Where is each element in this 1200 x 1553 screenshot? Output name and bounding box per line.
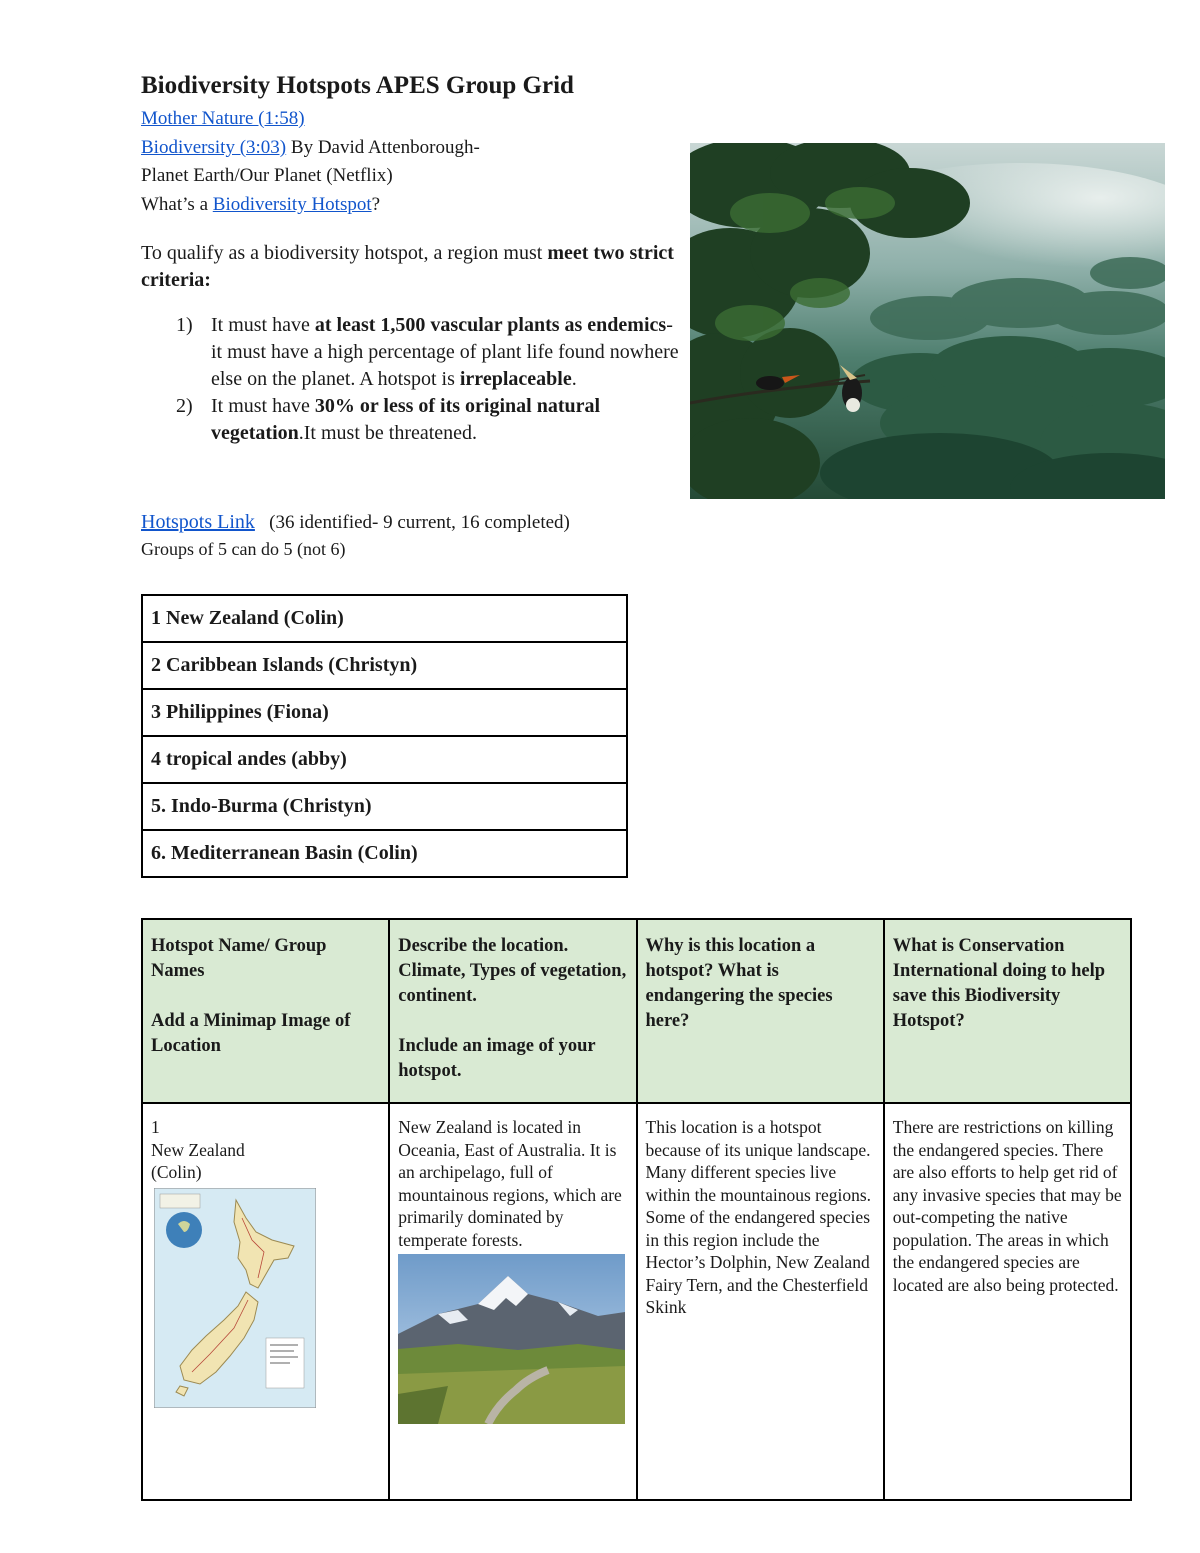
cell-location-description (389, 1103, 636, 1500)
page-title: Biodiversity Hotspots APES Group Grid (141, 72, 574, 99)
assignment-cell: 4 tropical andes (abby) (142, 736, 627, 783)
planet-earth-line: Planet Earth/Our Planet (Netflix) (141, 165, 393, 186)
cell-why-hotspot (637, 1103, 884, 1500)
row-number: 1 (151, 1117, 160, 1137)
hotspots-line (141, 511, 570, 534)
group-name: (Colin) (151, 1162, 202, 1182)
header-text: Include an image of your hotspot. (398, 1036, 596, 1081)
conservation-text: There are restrictions on killing the endangered species. There are also efforts to help get rid of any invasive species that may be out-competing the native population. The areas in which the endangered species are located are also being protected. (892, 1117, 1122, 1295)
hotspot-grid (141, 918, 1132, 1501)
criterion-text: It must have (211, 395, 315, 417)
attenborough-credit: By David Attenborough- (286, 137, 480, 158)
why-text: This location is a hotspot because of its unique landscape. Many different species live within the mountainous regions. Some of the endangered species in this region include the Hector’s Dolphin, New Zealand Fairy Tern, and the Chesterfield Skink (645, 1117, 872, 1317)
table-row (142, 736, 627, 783)
table-row (142, 595, 627, 642)
assignment-cell: 1 New Zealand (Colin) (142, 595, 627, 642)
table-row (142, 642, 627, 689)
table-row (142, 1103, 1131, 1500)
criteria-list (141, 312, 686, 447)
rainforest-hornbill-photo (690, 143, 1165, 499)
assignment-cell: 6. Mediterranean Basin (Colin) (142, 830, 627, 877)
mother-nature-line (141, 108, 305, 130)
cell-conservation (884, 1103, 1131, 1500)
header-text: Why is this location a hotspot? What is endangering the species here? (645, 936, 833, 1031)
intro-plain: To qualify as a biodiversity hotspot, a region must (141, 242, 548, 264)
criterion-bold: 30% or less of its original natural vegetation (211, 395, 601, 444)
header-why-hotspot (637, 919, 884, 1103)
hotspot-name: New Zealand (151, 1139, 245, 1160)
header-describe-location (389, 919, 636, 1103)
criterion-bold: irreplaceable (459, 368, 572, 390)
header-text: Describe the location. Climate, Types of vegetation, continent. (398, 936, 627, 1006)
grid-header-row (142, 919, 1131, 1103)
header-text: Hotspot Name/ Group Names (151, 936, 327, 981)
biodiversity-hotspot-link[interactable]: Biodiversity Hotspot (212, 194, 372, 215)
hotspots-counts: (36 identified- 9 current, 16 completed) (269, 512, 570, 533)
criterion-text: - it must have a high percentage of plant life found nowhere else on the planet. A hotspot is (211, 314, 679, 390)
header-text: Add a Minimap Image of Location (151, 1011, 351, 1056)
mount-cook-photo (398, 1254, 625, 1424)
assignment-cell: 5. Indo-Burma (Christyn) (142, 783, 627, 830)
hotspots-link[interactable]: Hotspots Link (141, 511, 255, 533)
header-hotspot-name (142, 919, 389, 1103)
table-row (142, 783, 627, 830)
biodiversity-video-link[interactable]: Biodiversity (3:03) (141, 137, 287, 158)
criterion-1 (141, 312, 686, 393)
assignment-cell: 2 Caribbean Islands (Christyn) (142, 642, 627, 689)
intro-paragraph (141, 240, 681, 294)
biodiversity-line (141, 137, 480, 159)
criterion-2 (141, 393, 686, 447)
header-conservation (884, 919, 1131, 1103)
whats-a-suffix: ? (371, 194, 381, 215)
location-text: New Zealand is located in Oceania, East of Australia. It is an archipelago, full of mountainous regions, which are primarily dominated by temperate forests. (398, 1117, 622, 1250)
criterion-number: 1) (176, 314, 193, 336)
whats-a-prefix: What’s a (141, 194, 213, 215)
table-row (142, 830, 627, 877)
criterion-bold: at least 1,500 vascular plants as endemics (314, 314, 667, 336)
mother-nature-link[interactable]: Mother Nature (1:58) (141, 108, 305, 129)
table-row (142, 689, 627, 736)
criterion-text: . (571, 368, 577, 390)
assignment-table (141, 594, 628, 878)
assignment-cell: 3 Philippines (Fiona) (142, 689, 627, 736)
whats-a-hotspot-line (141, 194, 380, 216)
intro-bold: meet two strict criteria: (141, 242, 674, 291)
criterion-text: It must have (211, 314, 315, 336)
header-text: What is Conservation International doing to help save this Biodiversity Hotspot? (892, 936, 1106, 1031)
criterion-text: .It must be threatened. (298, 422, 478, 444)
cell-hotspot-name (142, 1103, 389, 1500)
criterion-number: 2) (176, 395, 193, 417)
groups-note: Groups of 5 can do 5 (not 6) (141, 539, 346, 559)
new-zealand-minimap (154, 1188, 316, 1408)
